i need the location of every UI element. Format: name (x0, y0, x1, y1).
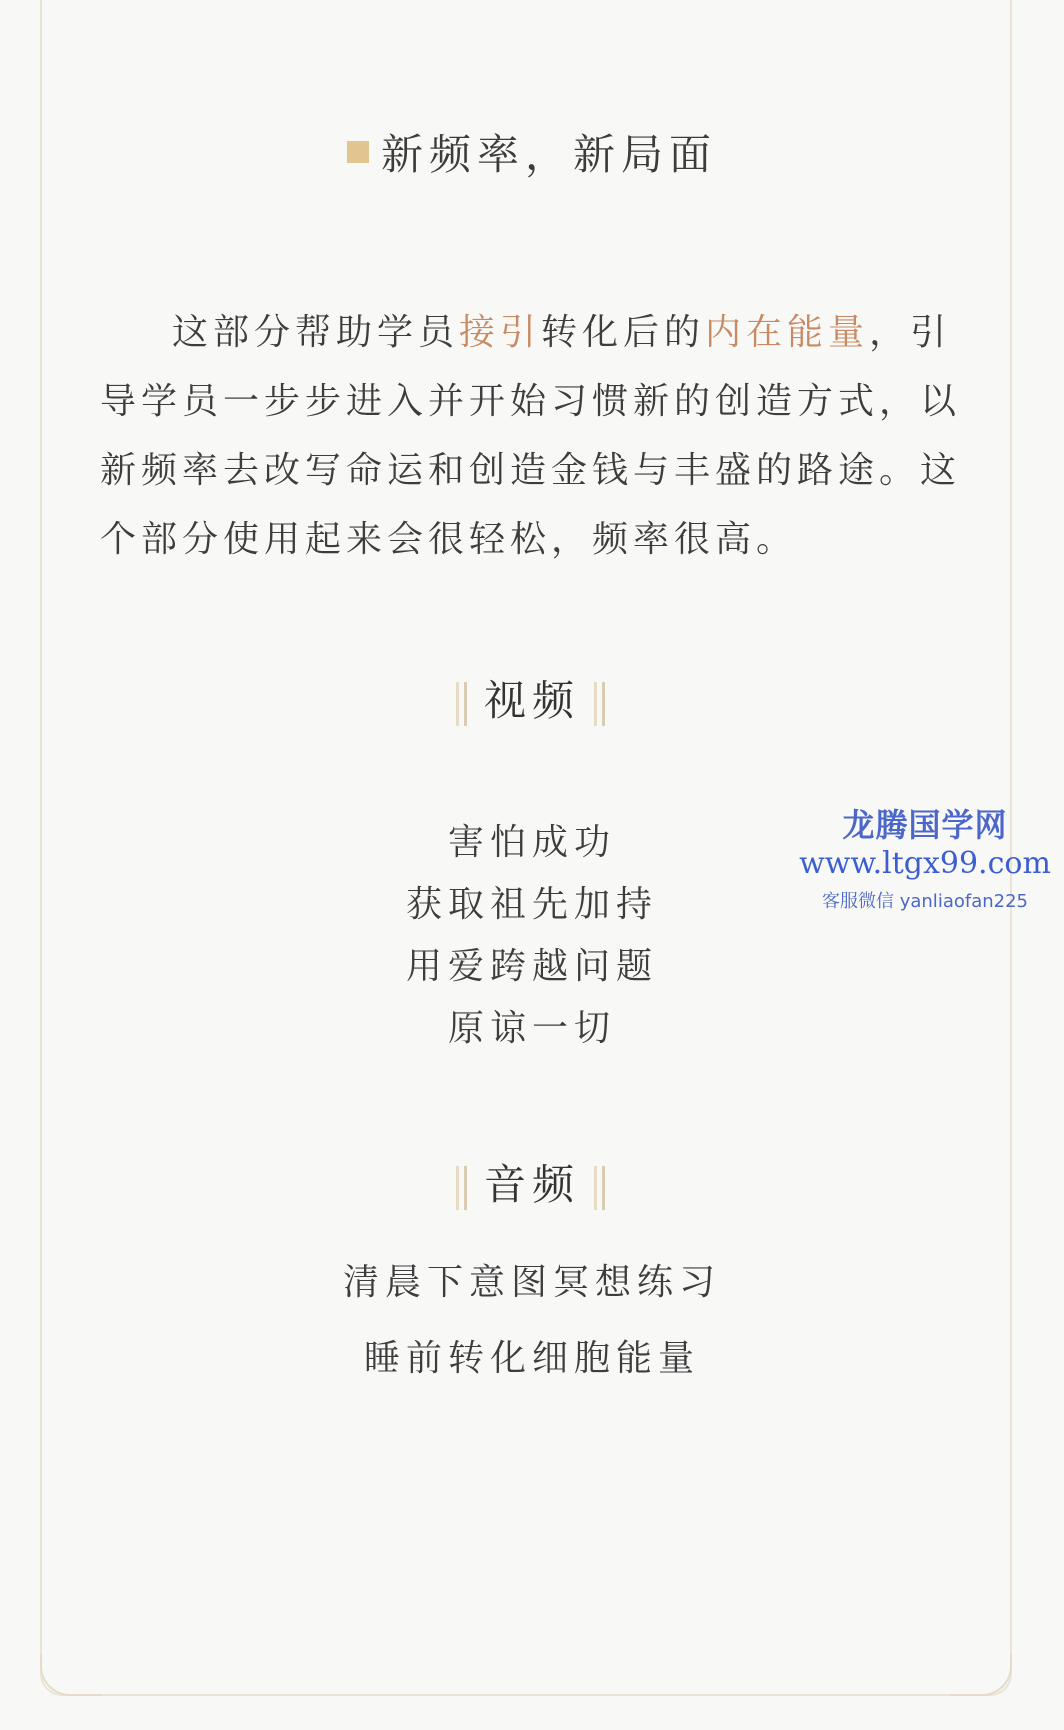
audio-section-title (0, 1152, 1064, 1212)
intro-text-1: 这部分帮助学员 (172, 312, 460, 353)
double-bar-left-icon (456, 1166, 470, 1210)
audio-title-text: 音频 (483, 1160, 580, 1209)
intro-highlight-2: 内在能量 (705, 312, 870, 353)
intro-text-3: ，引导学员一步步进入并开始习惯新的创造方式，以新频率去改写命运和创造金钱与丰盛的路途。这个部分使用起来会很轻松，频率很高。 (100, 312, 962, 560)
video-title-text: 视频 (483, 676, 580, 725)
heading-text: 新频率，新局面 (380, 130, 717, 179)
square-bullet-icon (347, 141, 369, 163)
video-item: 原谅一切 (447, 1008, 616, 1049)
frame-corner-left (40, 1654, 102, 1696)
watermark-url: www.ltgx99.com (799, 846, 1051, 881)
section-heading (0, 122, 1064, 182)
frame-corner-right (950, 1654, 1012, 1696)
video-item: 用爱跨越问题 (405, 946, 658, 987)
intro-text-2: 转化后的 (541, 312, 706, 353)
video-section-title (0, 668, 1064, 728)
intro-highlight-1: 接引 (459, 312, 542, 353)
audio-list (0, 1245, 1064, 1397)
watermark-contact: 客服微信 yanliaofan225 (822, 891, 1028, 912)
video-item: 害怕成功 (447, 822, 616, 863)
double-bar-right-icon (594, 682, 608, 726)
watermark-title: 龙腾国学网 (842, 806, 1008, 844)
watermark (790, 800, 1060, 913)
video-item: 获取祖先加持 (405, 884, 658, 925)
audio-item: 睡前转化细胞能量 (363, 1338, 700, 1379)
double-bar-left-icon (456, 682, 470, 726)
double-bar-right-icon (594, 1166, 608, 1210)
intro-paragraph (100, 298, 980, 574)
audio-item: 清晨下意图冥想练习 (342, 1262, 721, 1303)
